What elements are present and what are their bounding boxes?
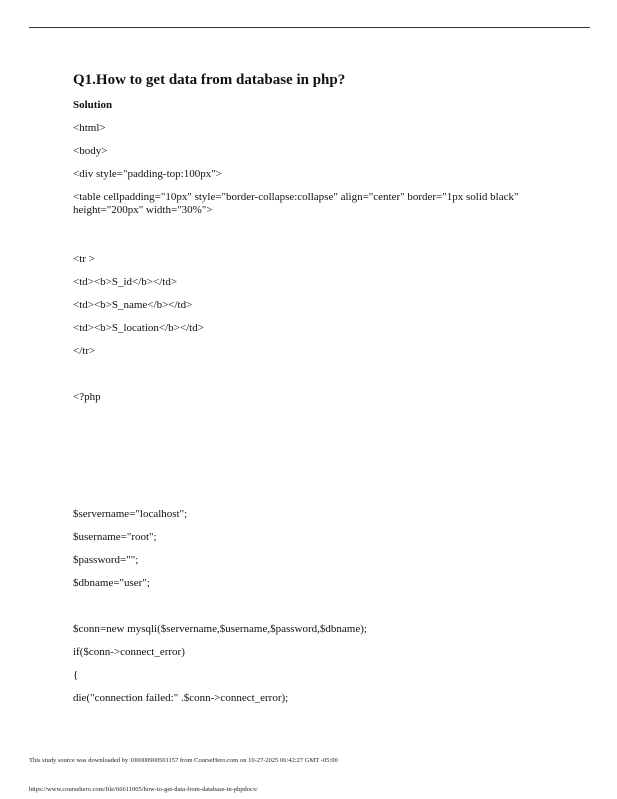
code-line: <td><b>S_id</b></td> [73, 276, 178, 288]
code-line: <div style="padding-top:100px"> [73, 168, 222, 180]
download-source-note: This study source was downloaded by 100000900501157 from CourseHero.com on 10-27-2025 06:42:27 GMT -05:00 [29, 757, 338, 764]
code-line: <?php [73, 391, 101, 403]
source-url: https://www.coursehero.com/file/66611005/how-to-get-data-from-database-in-phpdocx/ [29, 786, 258, 793]
solution-label: Solution [73, 99, 113, 111]
code-line: $username="root"; [73, 531, 157, 543]
code-line: <html> [73, 122, 106, 134]
question-heading: Q1.How to get data from database in php? [73, 72, 346, 88]
top-divider [29, 27, 590, 28]
code-line: if($conn->connect_error) [73, 646, 185, 658]
code-line: $dbname="user"; [73, 577, 150, 589]
code-line: $servername="localhost"; [73, 508, 188, 520]
code-line: { [73, 669, 79, 681]
code-line: <td><b>S_location</b></td> [73, 322, 204, 334]
code-line: $password=""; [73, 554, 139, 566]
code-line: </tr> [73, 345, 96, 357]
code-line: die("connection failed:" .$conn->connect_error); [73, 692, 289, 704]
code-line: <td><b>S_name</b></td> [73, 299, 193, 311]
code-line: <table cellpadding="10px" style="border-collapse:collapse" align="center" border="1px solid black" height="200px" width="30%"> [73, 191, 519, 216]
code-line: <body> [73, 145, 108, 157]
code-line: <tr > [73, 253, 95, 265]
code-line: $conn=new mysqli($servername,$username,$password,$dbname); [73, 623, 367, 635]
